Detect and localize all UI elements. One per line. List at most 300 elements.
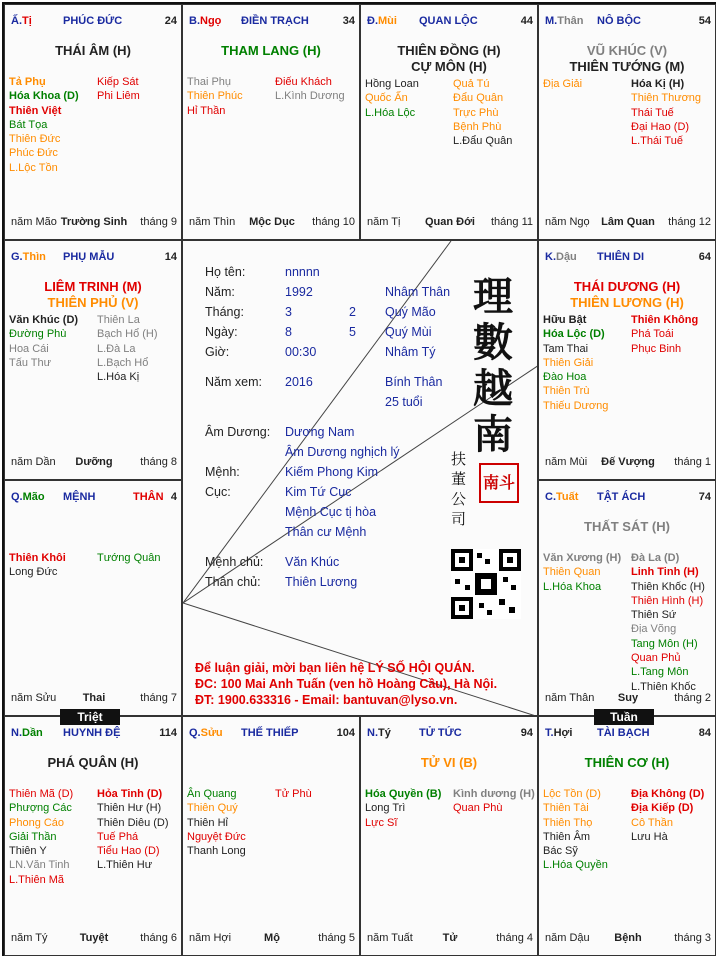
minor-star: Thiên La [97,314,140,326]
branch-label: Thìn [22,251,46,263]
triet-tag: Triệt [60,709,120,725]
minor-star: Tuế Phá [97,830,139,843]
minor-star: Tiểu Hao (D) [97,845,160,858]
lunar-month: tháng 12 [668,216,711,228]
amduong-label: Âm Dương: [205,425,271,439]
palace-name: THẾ THIẾP [241,727,299,739]
lunar-month: tháng 11 [490,216,533,228]
minor-star: Ân Quang [187,788,237,800]
palace-ty[interactable] [4,4,182,240]
palace-header [9,491,177,505]
minor-star: Phúc Đức [9,147,58,160]
center-info-panel [182,240,538,716]
minor-star: Phá Toái [631,328,674,341]
palace-than_s[interactable] [538,4,716,240]
lunar-month: tháng 2 [674,692,711,704]
minor-stars-right [97,313,158,384]
minor-stars-right [97,551,161,565]
minor-star: Thiên Diêu (D) [97,816,169,829]
minor-stars-left [187,75,243,118]
life-phase: Tuyệt [79,932,109,944]
palace-ngo[interactable] [182,4,360,240]
menh-value: Kiếm Phong Kim [285,465,379,479]
dai-han-number: 74 [698,491,711,503]
minor-star: L.Thiên Khốc [631,680,696,693]
major-star: THIÊN CƠ (H) [584,755,670,770]
palace-name: NÔ BỘC [597,15,641,27]
minor-star: Phi Liêm [97,90,140,103]
cuc-value: Kim Tứ Cục [285,485,352,499]
contact-phone-email: ĐT: 1900.633316 - Email: bantuvan@lyso.vn. [195,693,458,707]
minor-star: Hữu Bật [543,314,587,326]
minor-stars-left [543,551,621,594]
minor-star: Văn Xương (H) [543,552,622,564]
minor-star: Tướng Quân [97,552,161,564]
lunar-year: năm Dậu [545,932,590,944]
major-star: VŨ KHÚC (V) [586,43,668,58]
menhchu-label: Mệnh chủ: [205,555,264,569]
qr-code-icon [451,549,521,619]
contact-notice: Để luận giải, mời bạn liên hệ LÝ SỐ HỘI QUÁN. [195,661,475,675]
life-phase: Trường Sinh [60,216,128,228]
minor-star: Long Trì [365,802,406,815]
minor-star: Lực Sĩ [365,816,398,829]
dai-han-number: 94 [520,727,533,739]
palace-name: PHÚC ĐỨC [63,15,123,27]
lunar-month: tháng 6 [140,932,177,944]
birth-month-lunar: 2 [349,305,356,319]
palace-mao[interactable] [4,480,182,716]
minor-star: Thiên Hình (H) [631,594,704,607]
minor-star: Tả Phụ [9,76,46,88]
stem-label: B. [189,15,200,27]
menh-label: Mệnh: [205,465,240,479]
palace-position [545,727,572,739]
minor-star: Đà La (D) [631,552,680,564]
than-marker: THÂN [133,491,164,503]
minor-star: Kiếp Sát [97,76,139,88]
life-phase: Đế Vượng [601,456,655,468]
palace-name: TÀI BẠCH [597,727,650,739]
dai-han-number: 14 [164,251,177,263]
minor-stars-left [9,787,73,887]
major-star: THÁI ÂM (H) [55,43,131,58]
lunar-year: năm Tý [11,932,48,944]
life-phase: Quan Đới [425,216,475,228]
minor-stars-right [631,551,705,694]
view-year-can: Bính Thân [385,375,443,389]
minor-star: Bạch Hổ (H) [97,328,158,341]
lunar-month: tháng 5 [318,932,355,944]
major-star: LIÊM TRINH (M) [44,279,142,294]
palace-suu[interactable] [182,716,360,956]
logo-char-1: 理 [473,273,513,320]
name-label: Họ tên: [205,265,246,279]
minor-stars-left [365,787,441,830]
minor-star: Thiên Khốc (H) [631,580,705,593]
branch-label: Hợi [553,727,573,739]
branch-label: Dậu [556,251,577,263]
minor-star: Thái Tuế [631,106,674,119]
minor-star: Hóa Quyền (B) [365,788,442,800]
palace-header [543,15,711,29]
minor-star: Hóa Khoa (D) [9,90,79,103]
palace-position [189,727,223,739]
dai-han-number: 104 [336,727,355,739]
minor-star: Cô Thần [631,816,673,829]
view-year: 2016 [285,375,313,389]
minor-star: Thiên Hỉ [187,816,228,829]
minor-star: Trực Phù [453,106,499,119]
minor-star: Địa Kiếp (D) [631,802,694,815]
minor-star: Thiên Sứ [631,609,677,622]
palace-position [367,15,397,27]
palace-header [365,15,533,29]
month-label: Tháng: [205,305,244,319]
dai-han-number: 24 [164,15,177,27]
major-star: THIÊN PHỦ (V) [47,295,139,310]
than-cu-note: Thân cư Mệnh [285,525,367,539]
lunar-month: tháng 3 [674,932,711,944]
red-seal: 南斗 [479,463,519,503]
stem-label: M. [545,15,558,27]
minor-star: L.Lộc Tồn [9,161,58,174]
branch-label: Ngọ [200,15,222,27]
minor-star: Đẩu Quân [453,92,504,105]
logo-small-4: 司 [451,510,467,528]
major-star: THẤT SÁT (H) [584,519,670,534]
minor-star: Tấu Thư [9,356,52,369]
birth-day: 8 [285,325,292,339]
minor-star: Địa Giải [543,78,583,90]
tuan-tag: Tuần [594,709,654,725]
minor-star: Thiên Âm [543,830,591,843]
palace-name: QUAN LỘC [419,15,478,27]
minor-star: Linh Tinh (H) [631,566,699,579]
birth-hour: 00:30 [285,345,317,359]
palace-header [187,727,355,741]
palace-name: HUYNH ĐỆ [63,727,121,739]
logo-char-3: 越 [473,365,513,412]
cuc-note: Mệnh Cục tị hòa [285,505,377,519]
palace-footer [189,932,355,945]
menhchu-value: Văn Khúc [285,555,340,569]
major-star: THIÊN TƯỚNG (M) [569,59,685,74]
palace-position [545,491,578,503]
minor-star: L.Hóa Lộc [365,106,416,119]
minor-star: L.Tang Môn [631,666,689,679]
minor-star: Thiên Trù [543,385,590,398]
palace-footer [545,216,711,229]
minor-star: Hồng Loan [365,78,419,90]
minor-star: Thiên Mã (D) [9,788,74,800]
palace-name: MỆNH [63,491,96,503]
palace-position [545,15,584,27]
minor-star: Thiên Giải [543,356,594,369]
palace-name: THIÊN DI [597,251,645,263]
minor-star: L.Hóa Kị [97,371,140,384]
minor-star: Đào Hoa [543,371,587,384]
age: 25 tuổi [385,395,423,409]
view-year-label: Năm xem: [205,375,262,389]
minor-star: Tang Môn (H) [631,637,698,650]
dai-han-number: 84 [698,727,711,739]
branch-label: Sửu [200,727,223,739]
life-phase: Thai [82,692,106,704]
birth-day-can: Quý Mùi [385,325,432,339]
minor-stars-left [543,313,608,413]
minor-star: Thiên Tài [543,802,589,815]
minor-star: L.Kình Dương [275,90,345,103]
minor-star: Địa Không (D) [631,788,705,800]
lunar-year: năm Mão [11,216,57,228]
palace-thin[interactable] [4,240,182,480]
major-star: PHÁ QUÂN (H) [47,755,139,770]
palace-position [11,251,46,263]
stem-label: T. [545,727,554,739]
minor-star: Thiên Thọ [543,816,593,829]
palace-footer [11,456,177,469]
cuc-label: Cục: [205,485,231,499]
dai-han-number: 4 [170,491,177,503]
dai-han-number: 34 [342,15,355,27]
palace-dau[interactable] [538,240,716,480]
stem-label: C. [545,491,556,503]
minor-star: Thiên Quan [543,566,601,579]
life-phase: Dưỡng [75,456,113,468]
major-star: THIÊN LƯƠNG (H) [570,295,684,310]
palace-ty2[interactable] [360,716,538,956]
minor-stars-right [275,75,345,104]
minor-stars-right [97,787,169,873]
birth-day-lunar: 5 [349,325,356,339]
palace-footer [11,932,177,945]
minor-star: Hỏa Tinh (D) [97,788,163,800]
palace-header [543,727,711,741]
minor-star: Thiên Việt [9,104,62,117]
major-star: CỰ MÔN (H) [411,59,487,74]
palace-tuat[interactable] [538,480,716,716]
palace-position [189,15,221,27]
minor-star: L.Thiên Mã [9,873,65,886]
lunar-year: năm Hợi [189,932,232,944]
lunar-year: năm Dần [11,456,56,468]
minor-star: Tử Phù [275,788,312,800]
lunar-year: năm Thân [545,692,595,704]
life-phase: Tử [442,932,458,944]
minor-star: Thiếu Dương [543,399,609,412]
stem-label: N. [11,727,22,739]
branch-label: Dần [22,727,43,739]
minor-star: Tam Thai [543,342,589,355]
lunar-month: tháng 1 [674,456,711,468]
day-label: Ngày: [205,325,238,339]
palace-dan2[interactable] [4,716,182,956]
minor-star: Thiên Y [9,845,47,858]
lunar-month: tháng 9 [140,216,177,228]
dai-han-number: 44 [520,15,533,27]
palace-footer [11,692,177,705]
minor-star: Lộc Tồn (D) [543,788,601,800]
palace-name: PHỤ MẪU [63,251,115,263]
minor-star: Kình dương (H) [453,788,535,800]
lunar-month: tháng 7 [140,692,177,704]
minor-stars-left [9,75,79,175]
branch-label: Tuất [556,491,579,503]
life-phase: Mộc Dục [249,216,295,228]
branch-label: Tị [22,15,32,27]
palace-header [9,15,177,29]
dai-han-number: 114 [159,727,177,739]
branch-label: Mùi [378,15,397,27]
minor-star: Thiên Đức [9,133,61,146]
minor-star: Nguyệt Đức [187,830,246,843]
major-star: THÁI DƯƠNG (H) [573,279,681,294]
life-phase: Mộ [264,932,280,944]
logo-char-2: 數 [473,319,513,366]
palace-mui[interactable] [360,4,538,240]
stem-label: Ấ. [11,15,22,27]
minor-stars-right [631,787,704,844]
lunar-month: tháng 4 [496,932,533,944]
branch-label: Tý [378,727,391,739]
minor-star: Hỉ Thần [187,104,226,117]
minor-star: Phượng Các [9,802,72,815]
year-label: Năm: [205,285,235,299]
minor-stars-left [365,77,419,120]
minor-star: L.Thái Tuế [631,135,683,148]
amduong-note: Âm Dương nghịch lý [285,445,400,459]
minor-star: Bát Tọa [9,118,48,131]
minor-star: Văn Khúc (D) [9,314,79,326]
minor-star: Phục Binh [631,342,682,355]
minor-star: Thiên Khôi [9,552,66,564]
palace-footer [189,216,355,229]
palace-position [11,15,32,27]
amduong-value: Dương Nam [285,425,355,439]
lunar-year: năm Tị [367,216,401,228]
minor-star: Giải Thần [9,830,57,843]
minor-star: Thanh Long [187,845,246,858]
lunar-year: năm Tuất [367,932,413,944]
minor-stars-right [453,77,512,148]
minor-star: Quốc Ấn [365,92,408,105]
logo-small-1: 扶 [451,450,467,468]
minor-star: L.Thiên Hư [97,859,153,872]
minor-stars-left [543,77,582,91]
minor-stars-left [9,551,66,580]
minor-star: Lưu Hà [631,830,668,843]
minor-stars-right [631,77,701,148]
birth-month: 3 [285,305,292,319]
minor-star: Thiên Quý [187,802,238,815]
minor-star: Hóa Lộc (D) [543,328,605,341]
palace-header [543,491,711,505]
minor-star: Quan Phủ [631,652,681,665]
thanchu-label: Thân chủ: [205,575,261,589]
minor-star: Quả Tú [453,78,490,90]
thanchu-value: Thiên Lương [285,575,358,589]
lunar-year: năm Ngọ [545,216,590,228]
logo-small-2: 董 [451,470,467,488]
minor-stars-left [543,787,608,873]
minor-star: Địa Võng [631,623,677,636]
life-phase: Bệnh [614,932,642,944]
minor-star: Đường Phù [9,328,67,341]
palace-footer [545,692,711,705]
palace-footer [367,932,533,945]
minor-stars-right [275,787,312,801]
birth-month-can: Quý Mão [385,305,436,319]
palace-name: TỬ TỨC [419,727,462,739]
logo-small-3: 公 [451,490,467,508]
minor-star: Thiên Hư (H) [97,802,162,815]
minor-star: Điếu Khách [275,76,332,88]
stem-label: Q. [11,491,23,503]
branch-label: Mão [22,491,45,503]
minor-star: L.Hóa Khoa [543,580,602,593]
minor-stars-right [631,313,698,356]
life-phase: Lâm Quan [601,216,655,228]
dai-han-number: 64 [698,251,711,263]
palace-footer [367,216,533,229]
minor-stars-left [9,313,78,370]
lunar-month: tháng 8 [140,456,177,468]
palace-header [543,251,711,265]
minor-star: Bác Sỹ [543,845,578,858]
stem-label: K. [545,251,556,263]
minor-star: Thiên Không [631,314,699,326]
lunar-year: năm Thìn [189,216,236,228]
life-phase: Suy [617,692,639,704]
major-star: THIÊN ĐỒNG (H) [397,43,501,58]
birth-hour-can: Nhâm Tý [385,345,436,359]
minor-star: LN.Văn Tinh [9,859,70,872]
branch-label: Thân [557,15,584,27]
minor-star: Thiên Phúc [187,90,243,103]
palace-name: TẬT ÁCH [597,491,646,503]
minor-star: Thai Phụ [187,76,232,88]
birth-year: 1992 [285,285,313,299]
major-star: THAM LANG (H) [221,43,321,58]
palace-footer [545,932,711,945]
stem-label: Q. [189,727,201,739]
minor-stars-right [97,75,140,104]
stem-label: Đ. [367,15,378,27]
minor-star: L.Đẩu Quân [453,135,513,148]
minor-stars-left [187,787,246,858]
dai-han-number: 54 [698,15,711,27]
contact-address: ĐC: 100 Mai Anh Tuấn (ven hồ Hoàng Cầu), Hà Nội. [195,677,498,691]
palace-header [365,727,533,741]
palace-hoi[interactable] [538,716,716,956]
name-value: nnnnn [285,265,320,279]
birth-year-can: Nhâm Thân [385,285,451,299]
lunar-year: năm Sửu [11,692,57,704]
stem-label: G. [11,251,23,263]
lunar-month: tháng 10 [312,216,355,228]
minor-star: L.Bạch Hổ [97,356,149,369]
hour-label: Giờ: [205,345,230,359]
minor-star: Đại Hao (D) [631,120,690,133]
palace-footer [545,456,711,469]
logo-char-4: 南 [473,411,513,458]
minor-star: Thiên Thương [631,92,702,105]
stem-label: N. [367,727,378,739]
palace-position [11,491,45,503]
minor-star: Hoa Cái [9,342,49,355]
lunar-year: năm Mùi [545,456,588,468]
